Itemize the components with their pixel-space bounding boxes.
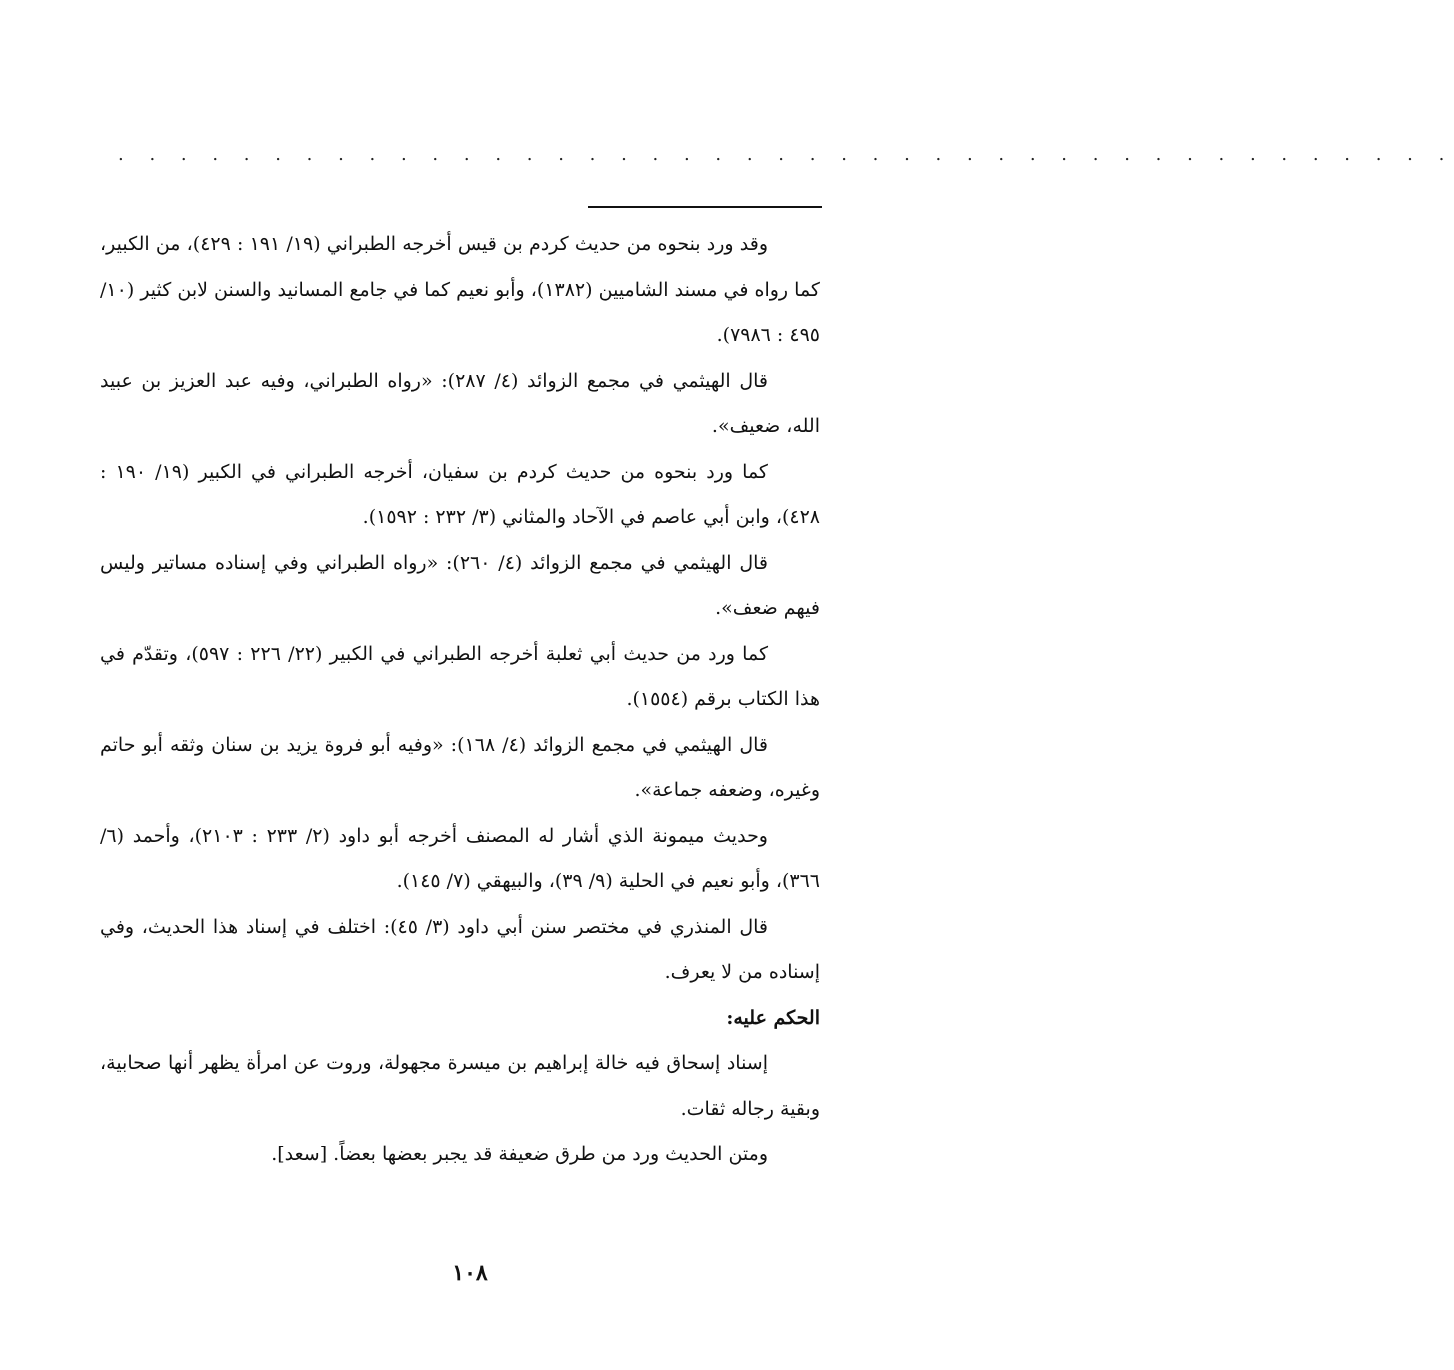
paragraph-2: قال الهيثمي في مجمع الزوائد (٤/ ٢٨٧): «رواه الطبراني، وفيه عبد العزيز بن عبيد الله، ضعيف».: [100, 369, 820, 437]
footnote-content: [100, 222, 820, 1178]
ruling-paragraph-2: ومتن الحديث ورد من طرق ضعيفة قد يجبر بعضها بعضاً. [سعد].: [271, 1143, 768, 1165]
paragraph-7: وحديث ميمونة الذي أشار له المصنف أخرجه أبو داود (٢/ ٢٣٣ : ٢١٠٣)، وأحمد (٦/ ٣٦٦)، وأبو نعيم في الحلية (٩/ ٣٩)، والبيهقي (٧/ ١٤٥).: [100, 824, 820, 892]
paragraph-1: وقد ورد بنحوه من حديث كردم بن قيس أخرجه الطبراني (١٩/ ١٩١ : ٤٢٩)، من الكبير، كما رواه في مسند الشاميين (١٣٨٢)، وأبو نعيم كما في جامع المسانيد والسنن لابن كثير (١٠/ ٤٩٥ : ٧٩٨٦).: [100, 233, 820, 346]
footnote-rule: [588, 206, 822, 208]
dotted-separator: . . . . . . . . . . . . . . . . . . . . . . . . . . . . . . . . . . . . . . . . . . .: [118, 144, 1454, 165]
page-number: ١٠٨: [452, 1260, 488, 1286]
paragraph-6: قال الهيثمي في مجمع الزوائد (٤/ ١٦٨): «وفيه أبو فروة يزيد بن سنان وثقه أبو حاتم وغيره، وضعفه جماعة».: [100, 733, 820, 801]
paragraph-3: كما ورد بنحوه من حديث كردم بن سفيان، أخرجه الطبراني في الكبير (١٩/ ١٩٠ : ٤٢٨)، وابن أبي عاصم في الآحاد والمثاني (٣/ ٢٣٢ : ١٥٩٢).: [100, 460, 820, 528]
paragraph-4: قال الهيثمي في مجمع الزوائد (٤/ ٢٦٠): «رواه الطبراني وفي إسناده مساتير وليس فيهم ضعف».: [100, 551, 820, 619]
ruling-heading: الحكم عليه:: [726, 1006, 820, 1029]
ruling-paragraph-1: إسناد إسحاق فيه خالة إبراهيم بن ميسرة مجهولة، وروت عن امرأة يظهر أنها صحابية، وبقية رجاله ثقات.: [100, 1052, 820, 1120]
paragraph-8: قال المنذري في مختصر سنن أبي داود (٣/ ٤٥): اختلف في إسناد هذا الحديث، وفي إسناده من لا يعرف.: [100, 915, 820, 983]
paragraph-5: كما ورد من حديث أبي ثعلبة أخرجه الطبراني في الكبير (٢٢/ ٢٢٦ : ٥٩٧)، وتقدّم في هذا الكتاب برقم (١٥٥٤).: [100, 642, 820, 710]
